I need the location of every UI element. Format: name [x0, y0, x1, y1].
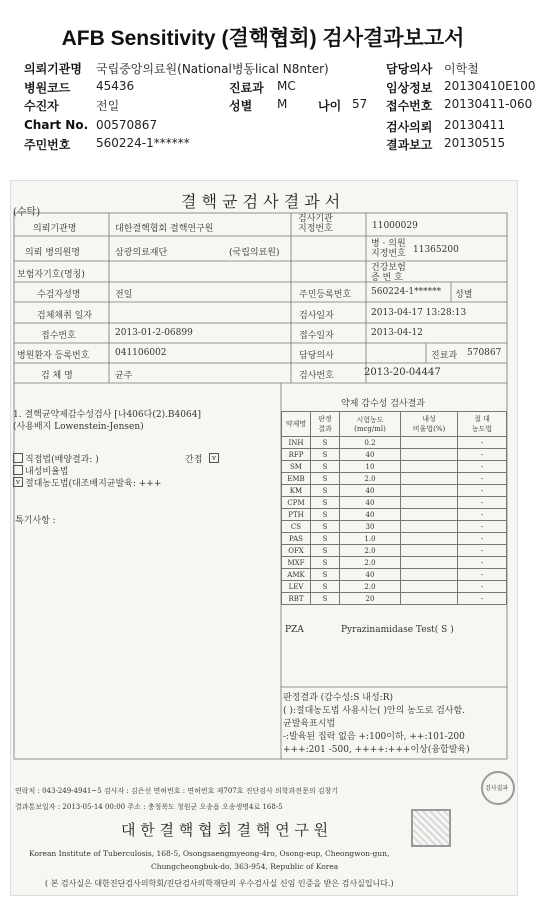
- header-result: 판정 결과: [311, 412, 340, 437]
- value-sex: M: [277, 97, 288, 111]
- label-receipt-no: 접수번호: [386, 99, 433, 113]
- value-chart-no: 00570867: [96, 118, 158, 132]
- header-absolute: 절 대 농도법: [458, 412, 507, 437]
- value-hospital-code: 45436: [96, 79, 135, 93]
- result-cell-result: S: [311, 497, 340, 509]
- value-receipt-no: 20130411-060: [444, 97, 533, 111]
- square-seal: [411, 809, 451, 847]
- label-resident-no: 주민번호: [24, 138, 71, 152]
- indirect-method-label: 간접: [185, 455, 203, 465]
- value-doctor: 이학철: [444, 62, 479, 76]
- result-cell-result: S: [311, 557, 340, 569]
- result-cell-concentration: 2.0: [340, 545, 401, 557]
- r-spec-value: 균주: [115, 371, 133, 381]
- result-cell-ratio: [401, 449, 458, 461]
- indirect-method-checkbox: v: [209, 453, 219, 463]
- r-recv-label: 접수번호: [41, 331, 76, 341]
- direct-method-checkbox: [13, 453, 23, 463]
- result-cell-absolute: -: [458, 557, 507, 569]
- result-cell-absolute: -: [458, 509, 507, 521]
- r-id-value: 560224-1******: [371, 287, 442, 297]
- result-cell-absolute: -: [458, 437, 507, 449]
- r-recvdate-value: 2013-04-12: [371, 328, 423, 338]
- result-row: [282, 485, 507, 497]
- r-hosp-value: 삼광의료재단: [115, 248, 168, 258]
- value-patient: 전일: [96, 99, 120, 113]
- result-title: 약제 감수성 검사결과: [341, 399, 425, 409]
- legend-line-2: ( ):절대농도법 사용시는( )안의 농도로 검사함.: [283, 706, 466, 716]
- result-cell-result: S: [311, 593, 340, 605]
- label-department: 진료과: [229, 81, 264, 95]
- absolute-method-label: 절대농도법(대조배지균발육: +++: [25, 479, 162, 489]
- footer-certification-note: ( 본 검사실은 대한진단검사의학회/진단검사의학재단의 우수검사실 신임 인증을 받은 검사실입니다.): [45, 879, 394, 888]
- result-cell-ratio: [401, 497, 458, 509]
- r-insurer-label: 보험자기호(명칭): [17, 270, 85, 280]
- result-row: [282, 509, 507, 521]
- result-cell-concentration: 40: [340, 449, 401, 461]
- result-cell-result: S: [311, 581, 340, 593]
- r-reg-label: 병원환자 등록번호: [17, 351, 90, 361]
- result-cell-concentration: 40: [340, 569, 401, 581]
- r-inst-value: 대한결핵협회 결핵연구원: [115, 224, 214, 234]
- result-cell-drug: EMB: [282, 473, 311, 485]
- value-resident-no: 560224-1******: [96, 136, 190, 150]
- result-cell-result: S: [311, 449, 340, 461]
- result-cell-ratio: [401, 485, 458, 497]
- label-request-date: 검사의뢰: [386, 120, 433, 134]
- result-cell-drug: RFP: [282, 449, 311, 461]
- label-doctor: 담당의사: [386, 62, 433, 76]
- r-reg-value: 041106002: [115, 348, 167, 358]
- result-cell-absolute: -: [458, 581, 507, 593]
- result-row: [282, 449, 507, 461]
- r-name-value: 전일: [115, 290, 133, 300]
- result-row: [282, 533, 507, 545]
- footer-date-address: 결과통보일자 : 2013-05-14 00:00 주소 : 충청북도 청원군 오송읍 오송생명4로 168-5: [15, 803, 283, 811]
- result-cell-absolute: -: [458, 569, 507, 581]
- footer-english-2: Chungcheongbuk-do, 363-954, Republic of Korea: [151, 862, 339, 871]
- ratio-method-label: 내성비율법: [25, 467, 69, 477]
- remarks-label: 특기사항 :: [15, 516, 56, 526]
- header-concentration: 시험농도 (mcg/ml): [340, 412, 401, 437]
- scanned-report: [10, 180, 518, 896]
- round-seal: [481, 771, 515, 805]
- result-cell-ratio: [401, 437, 458, 449]
- method-line-2: (사용배지 Lowenstein-Jensen): [13, 422, 144, 432]
- result-cell-drug: SM: [282, 461, 311, 473]
- ratio-method-checkbox: [13, 465, 23, 475]
- result-cell-ratio: [401, 533, 458, 545]
- result-cell-concentration: 30: [340, 521, 401, 533]
- result-cell-concentration: 2.0: [340, 473, 401, 485]
- r-sex-label: 성별: [455, 290, 473, 300]
- result-cell-result: S: [311, 473, 340, 485]
- result-cell-concentration: 2.0: [340, 557, 401, 569]
- result-row: [282, 437, 507, 449]
- susceptibility-header-row: [282, 412, 507, 437]
- result-cell-result: S: [311, 461, 340, 473]
- result-cell-concentration: 40: [340, 485, 401, 497]
- r-testdate-label: 검사일자: [299, 311, 334, 321]
- result-row: [282, 593, 507, 605]
- result-cell-absolute: -: [458, 521, 507, 533]
- value-report-date: 20130515: [444, 136, 506, 150]
- result-cell-concentration: 20: [340, 593, 401, 605]
- result-cell-ratio: [401, 521, 458, 533]
- result-cell-absolute: -: [458, 533, 507, 545]
- susceptibility-table: [281, 411, 507, 605]
- result-cell-drug: AMK: [282, 569, 311, 581]
- result-cell-drug: PAS: [282, 533, 311, 545]
- result-cell-result: S: [311, 521, 340, 533]
- result-cell-result: S: [311, 533, 340, 545]
- r-inst-label: 의뢰기관명: [33, 224, 77, 234]
- label-patient: 수진자: [24, 99, 59, 113]
- r-testno-value: 2013-20-04447: [364, 367, 441, 378]
- result-cell-result: S: [311, 569, 340, 581]
- result-cell-drug: CS: [282, 521, 311, 533]
- label-hospital-code: 병원코드: [24, 81, 71, 95]
- result-cell-result: S: [311, 437, 340, 449]
- label-sex: 성별: [229, 99, 253, 113]
- pza-label: PZA: [285, 625, 304, 635]
- result-cell-drug: PTH: [282, 509, 311, 521]
- result-cell-absolute: -: [458, 473, 507, 485]
- result-cell-drug: KM: [282, 485, 311, 497]
- result-cell-absolute: -: [458, 461, 507, 473]
- result-cell-absolute: -: [458, 485, 507, 497]
- result-row: [282, 581, 507, 593]
- report-title: AFB Sensitivity (결핵협회) 검사결과보고서: [61, 27, 465, 50]
- value-request-date: 20130411: [444, 118, 506, 132]
- header-drug: 약제명: [282, 412, 311, 437]
- r-dept-label: 진료과: [431, 351, 458, 361]
- result-cell-absolute: -: [458, 497, 507, 509]
- result-cell-ratio: [401, 545, 458, 557]
- r-recv-value: 2013-01-2-06899: [115, 328, 193, 338]
- r-inst-code-label: 검사기관 지정번호: [298, 214, 333, 234]
- result-cell-ratio: [401, 593, 458, 605]
- legend-line-1: 판정결과 (감수성:S 내성:R): [283, 693, 393, 703]
- result-cell-ratio: [401, 557, 458, 569]
- result-cell-concentration: 1.0: [340, 533, 401, 545]
- result-cell-concentration: 10: [340, 461, 401, 473]
- label-chart-no: Chart No.: [24, 118, 89, 132]
- r-id-label: 주민등록번호: [299, 290, 352, 300]
- pza-value: Pyrazinamidase Test( S ): [341, 625, 454, 635]
- r-hosp-code-value: 11365200: [413, 245, 459, 255]
- stamp-entrusted: (수탁): [13, 207, 41, 218]
- round-seal-text: 검사결과: [485, 785, 509, 792]
- result-cell-ratio: [401, 569, 458, 581]
- r-spec-label: 검 체 명: [41, 371, 73, 381]
- header-ratio: 내성 비율법(%): [401, 412, 458, 437]
- direct-method-label: 직접법(배양결과: ): [25, 455, 99, 465]
- r-dept-value: 570867: [467, 348, 502, 358]
- result-row: [282, 569, 507, 581]
- result-cell-absolute: -: [458, 593, 507, 605]
- result-cell-ratio: [401, 461, 458, 473]
- result-row: [282, 545, 507, 557]
- result-row: [282, 473, 507, 485]
- footer-contact: 연락처 : 043-249-4941~5 검사자 : 김은선 면허번호 : 면허번호 제707호 진단검사 의학과전문의 김창기: [15, 787, 339, 795]
- footer-organization: 대 한 결 핵 협 회 결 핵 연 구 원: [121, 821, 329, 839]
- result-cell-absolute: -: [458, 545, 507, 557]
- label-report-date: 결과보고: [386, 138, 433, 152]
- r-testdate-value: 2013-04-17 13:28:13: [371, 308, 467, 318]
- result-cell-result: S: [311, 485, 340, 497]
- value-age: 57: [352, 97, 368, 111]
- result-cell-ratio: [401, 473, 458, 485]
- method-line-1: 1. 결핵균약제감수성검사 [나406다(2).B4064]: [13, 410, 201, 420]
- result-row: [282, 461, 507, 473]
- result-cell-concentration: 40: [340, 497, 401, 509]
- result-cell-concentration: 40: [340, 509, 401, 521]
- footer-english-1: Korean Institute of Tuberculosis, 168-5, Osongsaengmyeong-4ro, Osong-eup, Cheongwon-gun,: [29, 849, 390, 858]
- result-row: [282, 497, 507, 509]
- r-hosp-label: 의뢰 병의원명: [25, 248, 81, 258]
- result-cell-result: S: [311, 509, 340, 521]
- result-cell-ratio: [401, 581, 458, 593]
- result-cell-drug: OFX: [282, 545, 311, 557]
- result-cell-concentration: 2.0: [340, 581, 401, 593]
- result-cell-drug: MXF: [282, 557, 311, 569]
- result-cell-result: S: [311, 545, 340, 557]
- legend-line-5: +++:201 -500, ++++:+++이상(융합발육): [283, 745, 470, 755]
- absolute-method-checkbox: v: [13, 477, 23, 487]
- r-name-label: 수검자성명: [37, 290, 81, 300]
- label-clinical-info: 임상정보: [386, 81, 433, 95]
- legend-line-3: 균발육표시법: [283, 719, 336, 729]
- r-insurance-label: 건강보험 증 번 호: [371, 263, 406, 283]
- label-age: 나이: [318, 99, 342, 113]
- result-cell-absolute: -: [458, 449, 507, 461]
- result-cell-ratio: [401, 509, 458, 521]
- result-cell-drug: CPM: [282, 497, 311, 509]
- result-cell-concentration: 0.2: [340, 437, 401, 449]
- result-row: [282, 557, 507, 569]
- result-cell-drug: INH: [282, 437, 311, 449]
- r-recvdate-label: 접수일자: [299, 331, 334, 341]
- label-institution: 의뢰기관명: [24, 62, 82, 76]
- legend-line-4: -:발육된 집락 없음 +:100이하, ++:101-200: [283, 732, 465, 742]
- r-testno-label: 검사번호: [299, 371, 334, 381]
- result-row: [282, 521, 507, 533]
- value-institution: 국립중앙의료원(National병동lical N8nter): [96, 62, 329, 76]
- result-cell-drug: RBT: [282, 593, 311, 605]
- r-inst-code-value: 11000029: [372, 221, 418, 231]
- r-hosp-code-label: 병 · 의원 지정번호: [371, 239, 406, 259]
- r-collect-label: 검체채취 일자: [37, 311, 93, 321]
- value-department: MC: [277, 79, 296, 93]
- value-clinical-info: 20130410E100: [444, 79, 536, 93]
- r-doctor-label: 담당의사: [299, 351, 334, 361]
- result-cell-drug: LEV: [282, 581, 311, 593]
- r-hosp-note: (국립의료원): [229, 248, 280, 258]
- scan-title: 결 핵 균 검 사 결 과 서: [181, 192, 341, 211]
